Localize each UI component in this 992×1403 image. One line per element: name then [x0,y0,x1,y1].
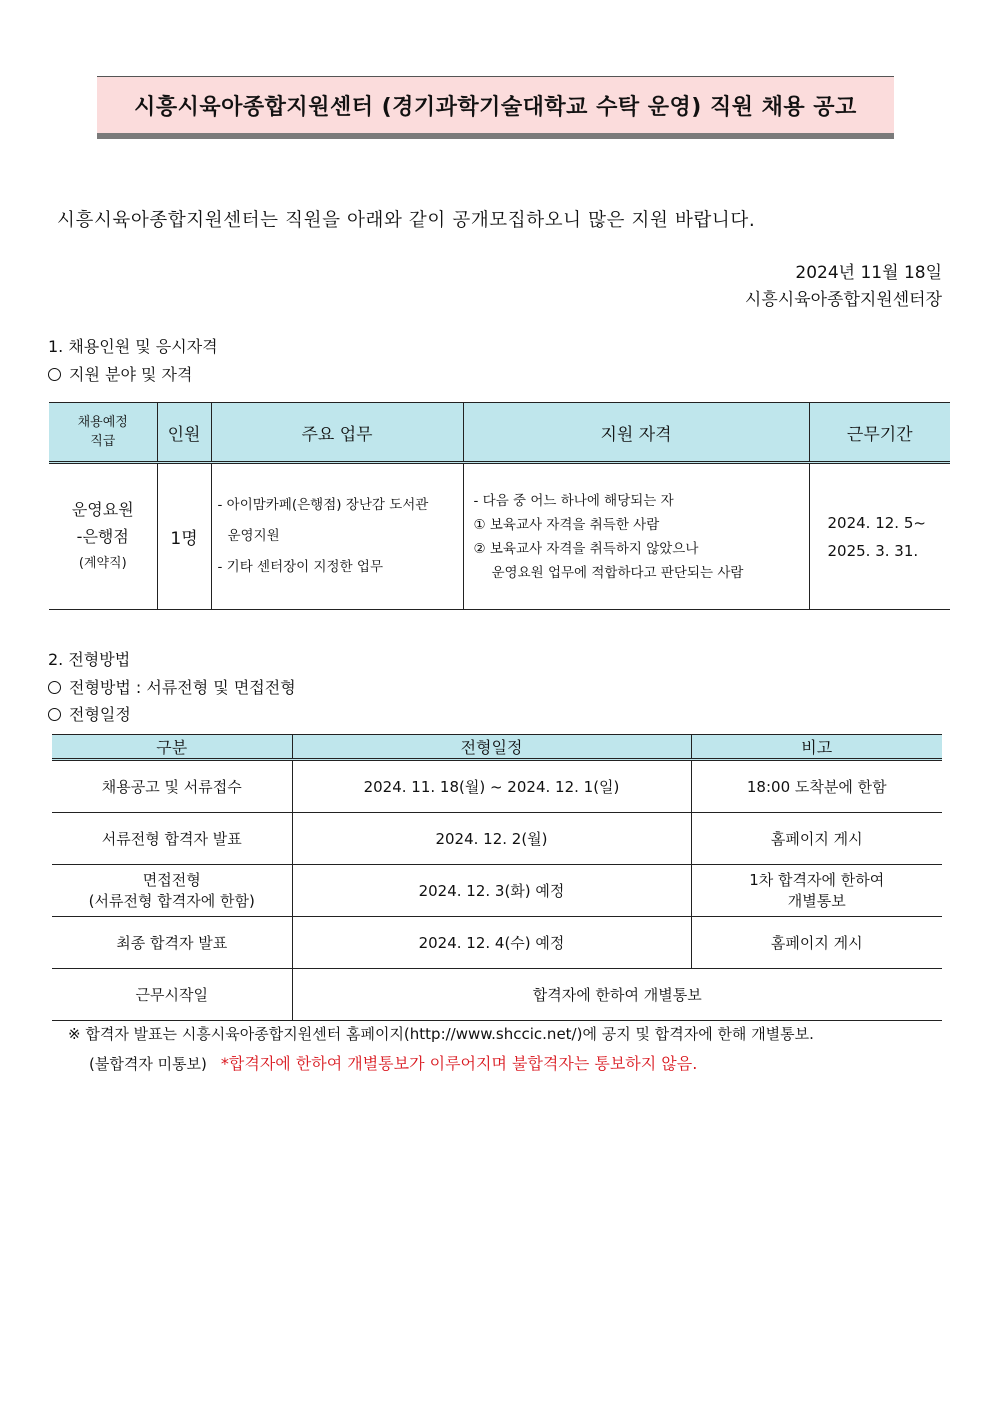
position-line2: -은행점 [76,527,129,546]
section1-sub-label: 지원 분야 및 자격 [69,365,193,384]
cell-category: 서류전형 합격자 발표 [52,813,292,865]
header-grade-line1: 채용예정 [77,415,128,430]
remarks-line2: 개별통보 [787,891,846,910]
note-line1: ※ 합격자 발표는 시흥시육아종합지원센터 홈페이지(http://www.shccic.net/)에 공지 및 합격자에 한해 개별통보. [68,1025,814,1043]
cell-category: 채용공고 및 서류접수 [52,760,292,813]
section2-method [48,675,296,698]
schedule-label: 전형일정 [69,705,131,724]
position-line1: 운영요원 [71,500,134,519]
duty-line1b: 운영지원 [227,528,280,544]
circle-bullet-icon [48,368,61,381]
cell-schedule: 2024. 12. 2(월) [292,813,691,865]
cell-qualification [463,463,809,610]
note-red-warning: *합격자에 한하여 개별통보가 이루어지며 불합격자는 통보하지 않음. [220,1054,698,1073]
header-duty: 주요 업무 [211,403,463,463]
cell-period [809,463,950,610]
cell-schedule: 2024. 12. 3(화) 예정 [292,865,691,917]
period-line2: 2025. 3. 31. [827,541,919,560]
table-row [49,463,950,610]
cell-category [52,865,292,917]
duty-line2: - 기타 센터장이 지정한 업무 [217,559,383,575]
header-count: 인원 [157,403,211,463]
section1-heading: 1. 채용인원 및 응시자격 [48,337,218,356]
section2-heading: 2. 전형방법 [48,650,131,669]
cell-position [49,463,157,610]
category-line2: (서류전형 합격자에 한함) [88,891,255,910]
table-row [52,865,942,917]
qual-line2b: 운영요원 업무에 적합하다고 판단되는 사람 [491,564,744,581]
schedule-header-row [52,735,942,760]
category-line1: 면접전형 [142,870,201,889]
recruitment-table [49,402,950,610]
cell-schedule: 합격자에 한하여 개별통보 [292,969,942,1021]
cell-remarks: 홈페이지 게시 [691,813,942,865]
cell-remarks [691,865,942,917]
section2-schedule-label [48,702,131,725]
period-line1: 2024. 12. 5~ [827,513,926,532]
circle-bullet-icon [48,708,61,721]
cell-category: 근무시작일 [52,969,292,1021]
page-title: 시흥시육아종합지원센터 (경기과학기술대학교 수탁 운영) 직원 채용 공고 [134,94,857,120]
remarks-line1: 1차 합격자에 한하여 [749,870,885,889]
intro-text: 시흥시육아종합지원센터는 직원을 아래와 같이 공개모집하오니 많은 지원 바랍니다. [57,210,756,231]
title-banner [97,76,894,139]
qual-line1: ① 보육교사 자격을 취득한 사람 [473,516,660,533]
table-row [52,813,942,865]
schedule-table [52,734,942,1021]
header-qualification: 지원 자격 [463,403,809,463]
position-note: (계약직) [78,556,127,571]
section2-method-label: 전형방법 : 서류전형 및 면접전형 [69,678,296,697]
qual-line2: ② 보육교사 자격을 취득하지 않았으나 [473,540,699,557]
header-period: 근무기간 [809,403,950,463]
cell-schedule: 2024. 12. 4(수) 예정 [292,917,691,969]
header-remarks: 비고 [691,735,942,760]
cell-duty [211,463,463,610]
note-line2 [89,1051,697,1074]
header-category: 구분 [52,735,292,760]
table-row [52,760,942,813]
table-row [52,969,942,1021]
note-unsuccessful: (불합격자 미통보) [89,1055,207,1073]
header-schedule: 전형일정 [292,735,691,760]
cell-count: 1명 [157,463,211,610]
announcement-date: 2024년 11월 18일 [795,263,942,283]
table-header-row [49,403,950,463]
cell-category: 최종 합격자 발표 [52,917,292,969]
duty-line1: - 아이맘카페(은행점) 장난감 도서관 [217,497,429,513]
cell-remarks: 18:00 도착분에 한함 [691,760,942,813]
signer: 시흥시육아종합지원센터장 [744,290,942,310]
header-grade-line2: 직급 [90,434,116,449]
header-grade [49,403,157,463]
qual-line0: - 다음 중 어느 하나에 해당되는 자 [473,492,674,509]
circle-bullet-icon [48,681,61,694]
cell-remarks: 홈페이지 게시 [691,917,942,969]
table-row [52,917,942,969]
section1-sub [48,362,192,385]
cell-schedule: 2024. 11. 18(월) ~ 2024. 12. 1(일) [292,760,691,813]
